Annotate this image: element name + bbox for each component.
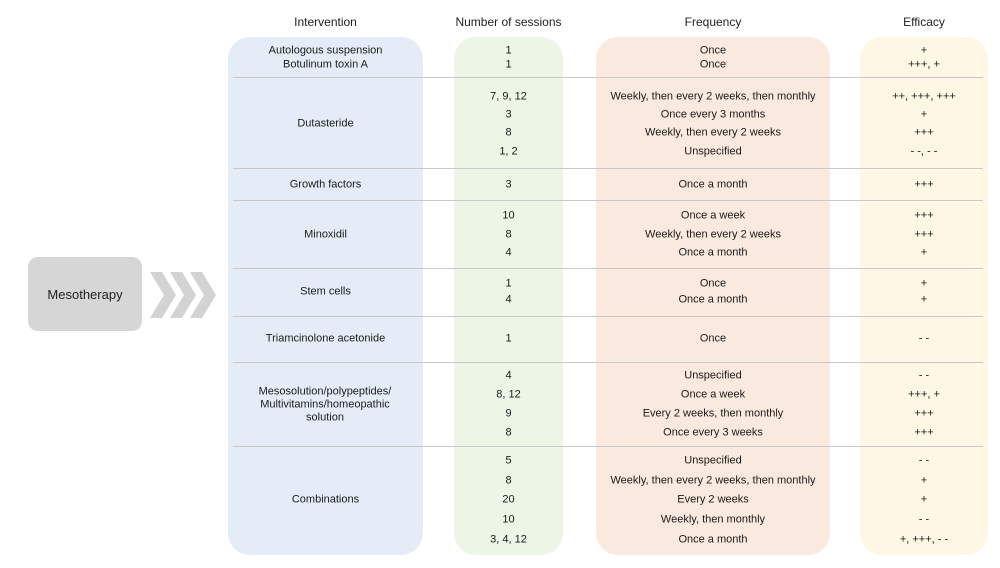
intervention-label: Stem cells: [300, 285, 351, 298]
chevron-arrows-icon: [150, 272, 218, 318]
header-number-of-sessions: Number of sessions: [455, 15, 562, 29]
efficacy-cell: - -, - -: [910, 145, 938, 158]
row-divider: [233, 446, 983, 447]
sessions-cell: 4: [505, 369, 512, 382]
efficacy-cell: +++: [914, 209, 934, 222]
sessions-cell: 8: [505, 426, 512, 439]
efficacy-cell: +: [920, 44, 928, 57]
sessions-cell: 4: [505, 293, 512, 306]
efficacy-cell: +: [920, 474, 928, 487]
sessions-cell: 1: [505, 277, 512, 290]
sessions-cell: 20: [502, 493, 515, 506]
efficacy-cell: +: [920, 246, 928, 259]
sessions-cell: 5: [505, 454, 512, 467]
row-divider: [233, 316, 983, 317]
frequency-cell: Once a month: [678, 178, 748, 191]
efficacy-cell: +: [920, 108, 928, 121]
intervention-label: Growth factors: [289, 178, 362, 191]
header-efficacy: Efficacy: [903, 15, 945, 29]
row-divider: [233, 268, 983, 269]
intervention-label: Minoxidil: [304, 228, 347, 241]
frequency-cell: Unspecified: [684, 145, 742, 158]
efficacy-cell: +++: [914, 426, 934, 439]
frequency-cell: Weekly, then every 2 weeks, then monthly: [610, 474, 816, 487]
sessions-cell: 1: [505, 58, 512, 71]
frequency-cell: Once: [699, 277, 727, 290]
efficacy-cell: +: [920, 293, 928, 306]
intervention-label: Autologous suspension: [268, 44, 383, 57]
efficacy-cell: - -: [918, 454, 930, 467]
frequency-cell: Once: [699, 332, 727, 345]
efficacy-cell: - -: [918, 513, 930, 526]
efficacy-cell: +++, +: [908, 388, 940, 401]
sessions-cell: 8: [505, 474, 512, 487]
intervention-label: Mesosolution/polypeptides/ Multivitamins/homeopathic solution: [258, 385, 392, 424]
frequency-cell: Once every 3 months: [660, 108, 766, 121]
frequency-cell: Unspecified: [684, 369, 742, 382]
efficacy-cell: - -: [918, 332, 930, 345]
row-divider: [233, 362, 983, 363]
frequency-cell: Once a month: [678, 246, 748, 259]
sessions-cell: 8, 12: [496, 388, 521, 401]
sessions-cell: 4: [505, 246, 512, 259]
sessions-cell: 1: [505, 332, 512, 345]
row-divider: [233, 168, 983, 169]
sessions-cell: 3: [505, 108, 512, 121]
sessions-cell: 7, 9, 12: [490, 90, 527, 103]
efficacy-cell: ++, +++, +++: [892, 90, 956, 103]
sessions-cell: 8: [505, 228, 512, 241]
efficacy-cell: +: [920, 277, 928, 290]
mesotherapy-box: [28, 257, 142, 331]
row-divider: [233, 200, 983, 201]
header-frequency: Frequency: [684, 15, 742, 29]
frequency-cell: Weekly, then every 2 weeks: [645, 228, 781, 241]
frequency-cell: Weekly, then every 2 weeks: [645, 126, 781, 139]
header-intervention: Intervention: [294, 15, 357, 29]
efficacy-cell: +++, +: [908, 58, 940, 71]
chevron-1: [150, 272, 176, 318]
frequency-cell: Once a month: [678, 293, 748, 306]
sessions-cell: 9: [505, 407, 512, 420]
frequency-cell: Once a month: [678, 533, 748, 546]
frequency-cell: Every 2 weeks: [677, 493, 749, 506]
efficacy-cell: - -: [918, 369, 930, 382]
sessions-cell: 3, 4, 12: [490, 533, 527, 546]
frequency-cell: Every 2 weeks, then monthly: [642, 407, 784, 420]
mesotherapy-label: Mesotherapy: [47, 286, 123, 302]
sessions-cell: 1, 2: [499, 145, 518, 158]
efficacy-cell: +: [920, 493, 928, 506]
frequency-cell: Once a week: [680, 209, 746, 222]
efficacy-cell: +++: [914, 228, 934, 241]
frequency-cell: Once: [699, 44, 727, 57]
efficacy-cell: +, +++, - -: [899, 533, 949, 546]
frequency-cell: Once: [699, 58, 727, 71]
efficacy-cell: +++: [914, 178, 934, 191]
frequency-cell: Once every 3 weeks: [663, 426, 763, 439]
intervention-label: Triamcinolone acetonide: [265, 332, 386, 345]
frequency-cell: Once a week: [680, 388, 746, 401]
sessions-cell: 10: [502, 513, 515, 526]
efficacy-cell: +++: [914, 407, 934, 420]
frequency-cell: Unspecified: [684, 454, 742, 467]
sessions-cell: 3: [505, 178, 512, 191]
intervention-label: Combinations: [291, 493, 360, 506]
sessions-cell: 8: [505, 126, 512, 139]
intervention-label: Dutasteride: [297, 117, 354, 130]
intervention-label: Botulinum toxin A: [283, 58, 368, 71]
sessions-cell: 10: [502, 209, 515, 222]
frequency-cell: Weekly, then every 2 weeks, then monthly: [610, 90, 816, 103]
frequency-cell: Weekly, then monthly: [660, 513, 766, 526]
row-divider: [233, 77, 983, 78]
sessions-cell: 1: [505, 44, 512, 57]
efficacy-cell: +++: [914, 126, 934, 139]
